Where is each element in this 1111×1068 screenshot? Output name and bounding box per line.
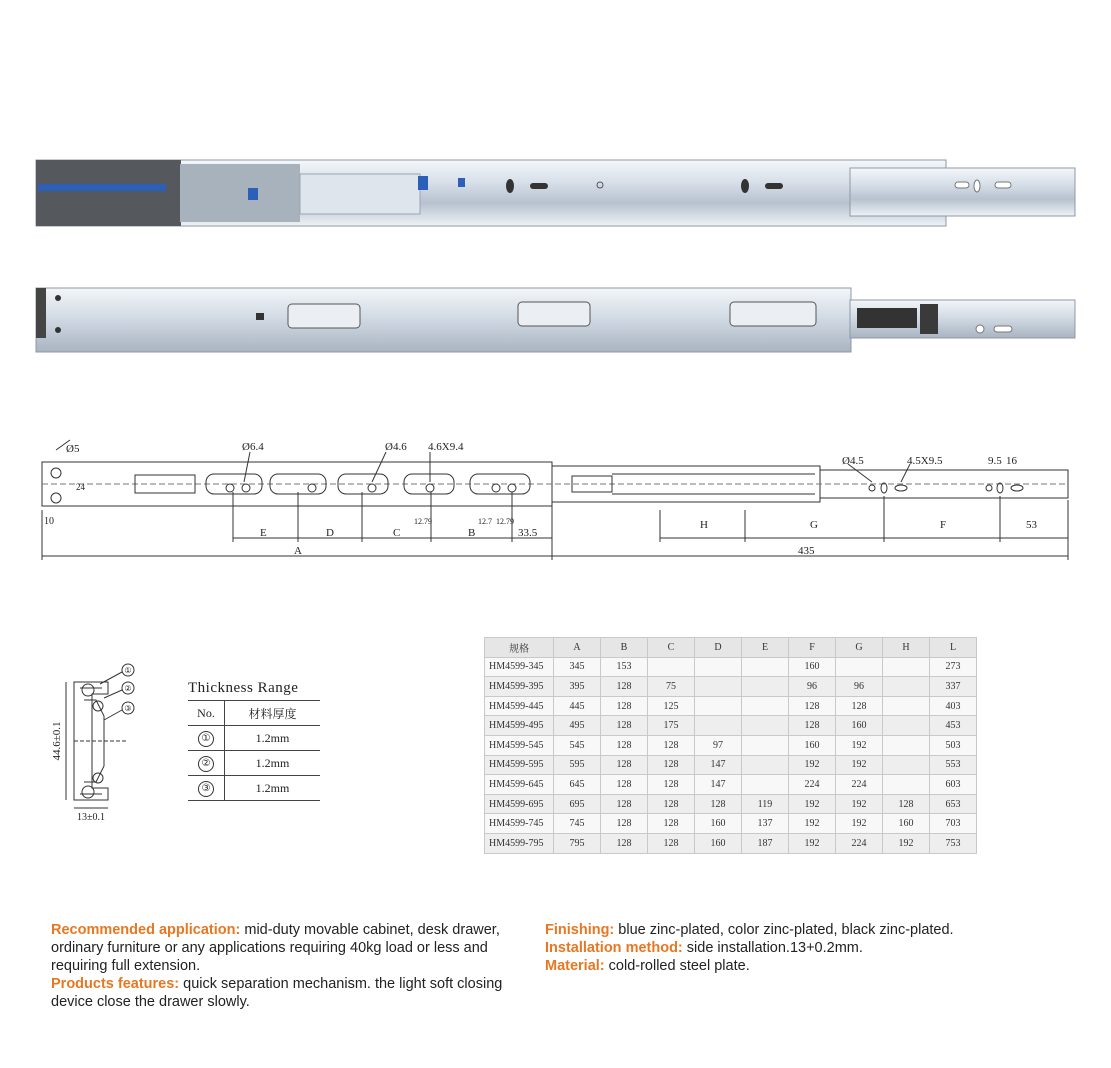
dimension-drawing <box>0 430 1111 570</box>
installation-method-label: Installation method: <box>545 940 683 956</box>
dim-small-3: 12.79 <box>496 517 514 526</box>
spec-cell-l: 337 <box>930 677 977 697</box>
spec-cell-h: 192 <box>883 833 930 853</box>
thickness-row-value: 1.2mm <box>225 726 321 751</box>
spec-cell-d: 160 <box>695 833 742 853</box>
recommended-application-label: Recommended application: <box>51 922 241 938</box>
spec-cell-g: 224 <box>836 775 883 795</box>
spec-cell-c: 128 <box>648 833 695 853</box>
spec-cell-e: 119 <box>742 794 789 814</box>
spec-cell-f: 160 <box>789 657 836 677</box>
spec-cell-c: 128 <box>648 814 695 834</box>
spec-cell-e <box>742 755 789 775</box>
spec-cell-d: 147 <box>695 775 742 795</box>
spec-row <box>485 814 977 834</box>
material-label: Material: <box>545 958 605 974</box>
thickness-header-no: No. <box>188 701 225 726</box>
spec-cell-model: HM4599-495 <box>485 716 554 736</box>
dim-small-2: 12.7 <box>478 517 492 526</box>
spec-cell-model: HM4599-695 <box>485 794 554 814</box>
spec-cell-b: 128 <box>601 794 648 814</box>
dim-small-1: 12.79 <box>414 517 432 526</box>
spec-cell-h <box>883 696 930 716</box>
spec-cell-d <box>695 657 742 677</box>
spec-cell-b: 128 <box>601 735 648 755</box>
spec-cell-h <box>883 677 930 697</box>
thickness-header-material: 材料厚度 <box>225 701 321 726</box>
spec-cell-model: HM4599-345 <box>485 657 554 677</box>
spec-table <box>484 637 977 854</box>
spec-cell-model: HM4599-545 <box>485 735 554 755</box>
spec-cell-a: 595 <box>554 755 601 775</box>
spec-cell-e <box>742 677 789 697</box>
spec-cell-g: 192 <box>836 814 883 834</box>
spec-header-f: F <box>789 638 836 658</box>
finishing-text: blue zinc-plated, color zinc-plated, black zinc-plated. <box>614 922 954 938</box>
spec-header-d: D <box>695 638 742 658</box>
spec-cell-f: 224 <box>789 775 836 795</box>
spec-cell-e <box>742 735 789 755</box>
spec-cell-g: 128 <box>836 696 883 716</box>
thickness-row-value: 1.2mm <box>225 776 321 801</box>
dim-10: 10 <box>44 516 54 527</box>
spec-cell-a: 645 <box>554 775 601 795</box>
thickness-row-no: ③ <box>198 781 214 797</box>
spec-cell-a: 495 <box>554 716 601 736</box>
product-features <box>51 975 511 1011</box>
spec-cell-f: 160 <box>789 735 836 755</box>
spec-cell-a: 745 <box>554 814 601 834</box>
spec-cell-f: 192 <box>789 814 836 834</box>
spec-cell-b: 128 <box>601 755 648 775</box>
spec-cell-a: 445 <box>554 696 601 716</box>
spec-cell-l: 453 <box>930 716 977 736</box>
spec-cell-a: 545 <box>554 735 601 755</box>
product-features-text: quick separation mechanism. the light soft closing device close the drawer slowly. <box>51 976 503 1010</box>
spec-cell-l: 273 <box>930 657 977 677</box>
dim-d64: Ø6.4 <box>242 441 264 453</box>
spec-cell-e: 137 <box>742 814 789 834</box>
spec-cell-a: 695 <box>554 794 601 814</box>
spec-row <box>485 657 977 677</box>
spec-cell-l: 503 <box>930 735 977 755</box>
spec-cell-l: 603 <box>930 775 977 795</box>
spec-cell-f: 192 <box>789 755 836 775</box>
slide-photo-bottom <box>30 282 1080 357</box>
spec-header-c: C <box>648 638 695 658</box>
spec-cell-d <box>695 716 742 736</box>
dim-s95: 9.5 <box>988 455 1002 467</box>
spec-row <box>485 677 977 697</box>
dim-d45: Ø4.5 <box>842 455 864 467</box>
thickness-title: Thickness Range <box>188 680 299 696</box>
spec-cell-model: HM4599-795 <box>485 833 554 853</box>
spec-cell-e: 187 <box>742 833 789 853</box>
spec-cell-f: 128 <box>789 716 836 736</box>
thickness-row-no: ① <box>198 731 214 747</box>
thickness-table <box>188 700 320 801</box>
spec-row <box>485 775 977 795</box>
spec-cell-b: 153 <box>601 657 648 677</box>
spec-cell-d: 97 <box>695 735 742 755</box>
spec-cell-h <box>883 775 930 795</box>
spec-header-h: H <box>883 638 930 658</box>
dim-b: B <box>468 527 476 539</box>
spec-cell-h <box>883 657 930 677</box>
dim-53: 53 <box>1026 519 1037 531</box>
spec-cell-b: 128 <box>601 833 648 853</box>
spec-header-model: 规格 <box>485 638 554 658</box>
product-features-label: Products features: <box>51 976 180 992</box>
spec-header-g: G <box>836 638 883 658</box>
dim-d: D <box>326 527 334 539</box>
callout-1: ① <box>124 666 132 675</box>
spec-cell-l: 553 <box>930 755 977 775</box>
spec-row <box>485 833 977 853</box>
spec-cell-g: 160 <box>836 716 883 736</box>
spec-cell-f: 96 <box>789 677 836 697</box>
spec-cell-b: 128 <box>601 716 648 736</box>
spec-header-b: B <box>601 638 648 658</box>
recommended-application-text: mid-duty movable cabinet, desk drawer, ordinary furniture or any applications requiring 40kg load or less and requiring full extension. <box>51 922 500 974</box>
spec-cell-g: 192 <box>836 735 883 755</box>
spec-cell-c: 128 <box>648 794 695 814</box>
spec-cell-h <box>883 716 930 736</box>
spec-cell-b: 128 <box>601 677 648 697</box>
spec-row <box>485 794 977 814</box>
spec-cell-a: 345 <box>554 657 601 677</box>
spec-cell-d: 160 <box>695 814 742 834</box>
dim-h: H <box>700 519 708 531</box>
spec-cell-e <box>742 775 789 795</box>
spec-cell-g: 192 <box>836 794 883 814</box>
spec-cell-c: 128 <box>648 775 695 795</box>
profile-height-label: 44.6±0.1 <box>51 721 63 761</box>
thickness-row-no: ② <box>198 756 214 772</box>
spec-row <box>485 755 977 775</box>
spec-cell-c: 128 <box>648 755 695 775</box>
finishing-label: Finishing: <box>545 922 615 938</box>
callout-3: ③ <box>124 704 132 713</box>
dim-slot1: 4.6X9.4 <box>428 441 464 453</box>
profile-width-label: 13±0.1 <box>77 812 105 823</box>
callout-2: ② <box>124 684 132 693</box>
spec-cell-h <box>883 735 930 755</box>
installation-method <box>545 939 1065 957</box>
material-text: cold-rolled steel plate. <box>604 958 750 974</box>
thickness-row-value: 1.2mm <box>225 751 321 776</box>
spec-cell-b: 128 <box>601 696 648 716</box>
spec-row <box>485 735 977 755</box>
spec-cell-b: 128 <box>601 775 648 795</box>
spec-cell-f: 128 <box>789 696 836 716</box>
material <box>545 957 1065 975</box>
spec-cell-f: 192 <box>789 794 836 814</box>
spec-cell-d <box>695 696 742 716</box>
spec-cell-model: HM4599-745 <box>485 814 554 834</box>
spec-cell-l: 753 <box>930 833 977 853</box>
description-left <box>51 921 511 1011</box>
rail-profile-drawing <box>44 660 164 830</box>
dim-d5: Ø5 <box>66 443 80 455</box>
spec-cell-a: 395 <box>554 677 601 697</box>
spec-cell-model: HM4599-445 <box>485 696 554 716</box>
dim-24: 24 <box>76 482 85 492</box>
spec-header-row <box>485 638 977 658</box>
spec-cell-g: 224 <box>836 833 883 853</box>
spec-cell-h <box>883 755 930 775</box>
slide-photo-top <box>30 150 1080 240</box>
spec-cell-l: 653 <box>930 794 977 814</box>
spec-cell-d <box>695 677 742 697</box>
spec-cell-h: 160 <box>883 814 930 834</box>
spec-cell-d: 147 <box>695 755 742 775</box>
dim-f: F <box>940 519 947 531</box>
finishing <box>545 921 1065 939</box>
thickness-header-row <box>188 701 320 726</box>
spec-cell-l: 703 <box>930 814 977 834</box>
spec-cell-c: 175 <box>648 716 695 736</box>
spec-row <box>485 716 977 736</box>
spec-cell-h: 128 <box>883 794 930 814</box>
thickness-row <box>188 726 320 751</box>
spec-cell-c <box>648 657 695 677</box>
spec-header-a: A <box>554 638 601 658</box>
spec-cell-g <box>836 657 883 677</box>
spec-cell-f: 192 <box>789 833 836 853</box>
spec-cell-e <box>742 716 789 736</box>
spec-cell-d: 128 <box>695 794 742 814</box>
dim-335: 33.5 <box>518 527 538 539</box>
spec-cell-c: 75 <box>648 677 695 697</box>
dim-435: 435 <box>798 545 815 557</box>
spec-header-l: L <box>930 638 977 658</box>
dim-c: C <box>393 527 401 539</box>
installation-method-text: side installation.13+0.2mm. <box>682 940 863 956</box>
thickness-row <box>188 751 320 776</box>
description-right <box>545 921 1065 975</box>
spec-cell-model: HM4599-395 <box>485 677 554 697</box>
spec-cell-c: 125 <box>648 696 695 716</box>
spec-cell-c: 128 <box>648 735 695 755</box>
spec-cell-g: 96 <box>836 677 883 697</box>
spec-cell-e <box>742 657 789 677</box>
spec-row <box>485 696 977 716</box>
spec-header-e: E <box>742 638 789 658</box>
dim-g: G <box>810 519 818 531</box>
spec-cell-model: HM4599-645 <box>485 775 554 795</box>
dim-e: E <box>260 527 267 539</box>
recommended-application <box>51 921 511 975</box>
dim-s16: 16 <box>1006 455 1017 467</box>
dim-d46: Ø4.6 <box>385 441 407 453</box>
spec-cell-l: 403 <box>930 696 977 716</box>
dim-a: A <box>294 545 302 557</box>
spec-cell-g: 192 <box>836 755 883 775</box>
thickness-row <box>188 776 320 801</box>
spec-cell-b: 128 <box>601 814 648 834</box>
spec-cell-a: 795 <box>554 833 601 853</box>
spec-cell-model: HM4599-595 <box>485 755 554 775</box>
dim-slot2: 4.5X9.5 <box>907 455 943 467</box>
thickness-range <box>188 680 322 801</box>
spec-cell-e <box>742 696 789 716</box>
